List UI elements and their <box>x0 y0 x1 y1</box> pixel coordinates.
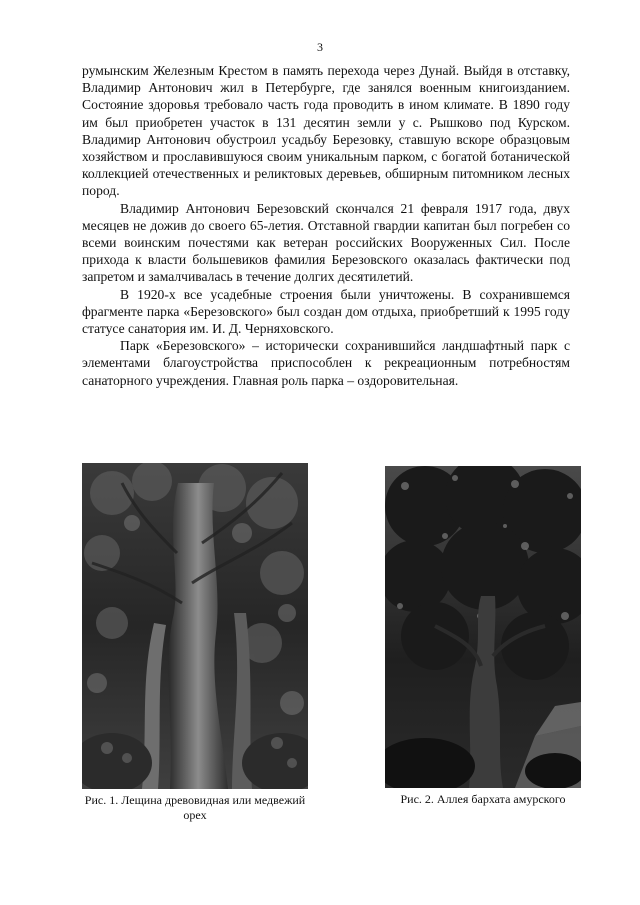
amur-cork-tree-alley-photo <box>385 466 581 788</box>
body-text <box>82 62 570 389</box>
paragraph-4: Парк «Березовского» – исторически сохранившийся ландшафтный парк с элементами благоустройства приспособлен к рекреационным потребностям санаторного учреждения. Главная роль парка – оздоровительная. <box>82 338 570 388</box>
page-number: 3 <box>317 40 323 54</box>
paragraph-3: В 1920-х все усадебные строения были уничтожены. В сохранившемся фрагменте парка «Березовского» был создан дом отдыха, приобретший к 1995 году статусе санатория им. И. Д. Черняховского. <box>82 286 570 337</box>
paragraph-1: румынским Железным Крестом в память перехода через Дунай. Выйдя в отставку, Владимир Антонович жил в Петербурге, где занялся военным книгоизданием. Состояние здоровья требовало часть года проводить в ином климате. В 1890 году им был приобретен участок в 131 десятин земли у с. Рышково под Курском. Владимир Антонович обустроил усадьбу Березовку, ставшую вскоре образцовым хозяйством и прославившуюся своим уникальным парком, с богатой ботанической коллекцией отечественных и реликтовых деревьев, обширным питомником лесных пород. <box>82 63 570 199</box>
paragraph-2: Владимир Антонович Березовский скончался 21 февраля 1917 года, двух месяцев не дожив до своего 65-летия. Отставной гвардии капитан был погребен со всеми воинским почестями как ветеран российских Вооруженных Сил. После прихода к власти большевиков фамилия Березовского оказалась фактически под запретом и замалчивалась в течение долгих десятилетий. <box>82 200 570 285</box>
figure-2-caption: Рис. 2. Аллея бархата амурского <box>400 792 566 806</box>
figure-1 <box>82 463 308 823</box>
figure-1-caption: Рис. 1. Лещина древовидная или медвежий орех <box>84 793 306 822</box>
hazel-tree-photo <box>82 463 308 789</box>
figure-2 <box>385 466 581 807</box>
